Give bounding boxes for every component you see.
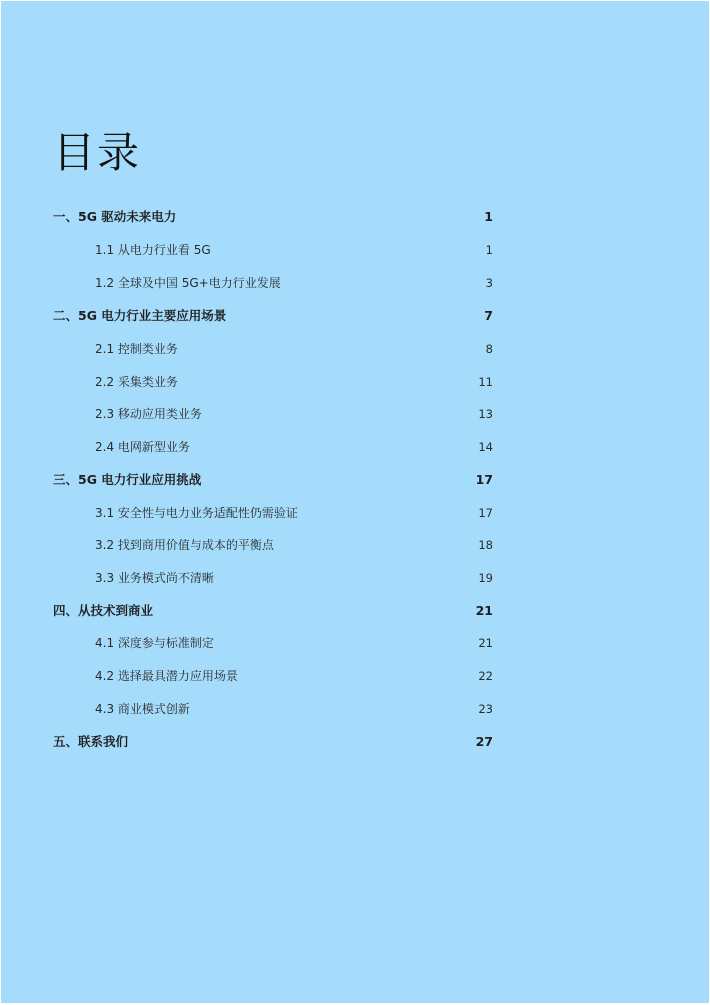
toc-entry-page: 27: [475, 734, 493, 749]
toc-entry-page: 17: [475, 472, 493, 487]
toc-entry-page: 8: [485, 342, 493, 356]
toc-entry-section-3-3[interactable]: [1, 568, 709, 588]
toc-entry-section-2-4[interactable]: [1, 437, 709, 457]
toc-entry-page: 1: [484, 209, 493, 224]
toc-entry-page: 11: [478, 375, 493, 389]
toc-entry-page: 22: [478, 669, 493, 683]
toc-entry-section-4-1[interactable]: [1, 633, 709, 653]
toc-entry-section-3-2[interactable]: [1, 535, 709, 555]
toc-entry-page: 14: [478, 440, 493, 454]
toc-entry-section-1-2[interactable]: [1, 273, 709, 293]
toc-entry-section-2-1[interactable]: [1, 339, 709, 359]
page-title: 目录: [53, 128, 142, 177]
toc-entry-label: 二、5G 电力行业主要应用场景: [53, 308, 227, 323]
toc-entry-label: 3.2 找到商用价值与成本的平衡点: [95, 538, 274, 552]
toc-entry-page: 23: [478, 702, 493, 716]
toc-entry-page: 18: [478, 538, 493, 552]
toc-entry-page: 21: [478, 636, 493, 650]
toc-entry-section-4-3[interactable]: [1, 699, 709, 719]
toc-entry-label: 2.3 移动应用类业务: [95, 407, 202, 421]
toc-entry-chapter-3[interactable]: [1, 470, 709, 490]
toc-entry-page: 19: [478, 571, 493, 585]
toc-entry-label: 3.1 安全性与电力业务适配性仍需验证: [95, 506, 298, 520]
toc-entry-page: 17: [478, 506, 493, 520]
toc-entry-chapter-1[interactable]: [1, 207, 709, 227]
toc-entry-page: 21: [475, 603, 493, 618]
toc-entry-label: 4.1 深度参与标准制定: [95, 636, 214, 650]
toc-entry-label: 四、从技术到商业: [53, 603, 154, 618]
toc-entry-label: 1.1 从电力行业看 5G: [95, 243, 211, 257]
toc-entry-page: 13: [478, 407, 493, 421]
toc-entry-page: 1: [485, 243, 493, 257]
toc-entry-label: 4.2 选择最具潜力应用场景: [95, 669, 238, 683]
toc-entry-page: 7: [484, 308, 493, 323]
toc-entry-section-2-3[interactable]: [1, 404, 709, 424]
toc-entry-label: 2.1 控制类业务: [95, 342, 178, 356]
toc-entry-section-1-1[interactable]: [1, 240, 709, 260]
toc-entry-page: 3: [485, 276, 493, 290]
toc-entry-label: 五、联系我们: [53, 734, 129, 749]
toc-entry-section-3-1[interactable]: [1, 503, 709, 523]
toc-entry-label: 2.4 电网新型业务: [95, 440, 190, 454]
toc-entry-section-4-2[interactable]: [1, 666, 709, 686]
toc-entry-label: 一、5G 驱动未来电力: [53, 209, 177, 224]
toc-entry-label: 1.2 全球及中国 5G+电力行业发展: [95, 276, 281, 290]
toc-entry-label: 4.3 商业模式创新: [95, 702, 190, 716]
toc-entry-chapter-4[interactable]: [1, 601, 709, 621]
toc-entry-chapter-5[interactable]: [1, 732, 709, 752]
toc-entry-label: 2.2 采集类业务: [95, 375, 178, 389]
toc-entry-section-2-2[interactable]: [1, 372, 709, 392]
toc-entry-label: 3.3 业务模式尚不清晰: [95, 571, 214, 585]
toc-entry-chapter-2[interactable]: [1, 306, 709, 326]
document-page: [1, 1, 709, 1003]
toc-entry-label: 三、5G 电力行业应用挑战: [53, 472, 202, 487]
